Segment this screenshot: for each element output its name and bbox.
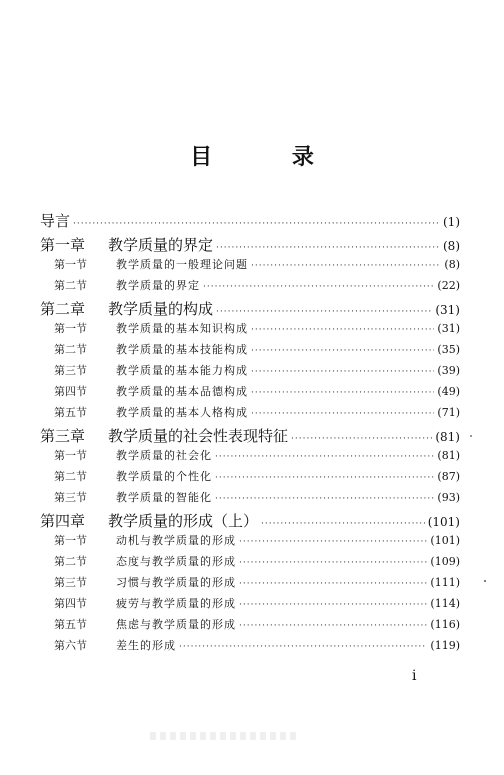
toc-intro-entry bbox=[40, 210, 460, 234]
toc-section-entry bbox=[40, 489, 460, 510]
toc-entry-page: (81) bbox=[437, 449, 460, 462]
dot-leader bbox=[216, 243, 440, 253]
toc-entry-title: 教学质量的形成（上） bbox=[108, 512, 259, 530]
dot-leader bbox=[239, 537, 427, 547]
toc-entry-number: 第四节 bbox=[54, 385, 87, 398]
toc-entry-page: (101) bbox=[430, 534, 460, 547]
toc-entry-page: (8) bbox=[444, 258, 460, 271]
toc-entry-page: (22) bbox=[437, 279, 460, 292]
dot-leader bbox=[216, 307, 432, 317]
toc-entry-page: (111) bbox=[430, 576, 460, 589]
bleed-through-text bbox=[150, 732, 300, 740]
toc-entry-title: 教学质量的基本技能构成 bbox=[116, 343, 248, 356]
toc-section-entry bbox=[40, 532, 460, 553]
toc-entry-page: (1) bbox=[443, 215, 460, 229]
toc-section-entry bbox=[40, 341, 460, 362]
toc-entry-number: 第三章 bbox=[40, 427, 86, 445]
toc-entry-page: (35) bbox=[437, 343, 460, 356]
dot-leader bbox=[179, 642, 427, 652]
toc-chapter-entry bbox=[40, 234, 460, 256]
toc-entry-title: 教学质量的界定 bbox=[108, 236, 214, 254]
toc-entry-number: 第三节 bbox=[54, 364, 87, 377]
toc-entry-number: 第五节 bbox=[54, 618, 87, 631]
toc-section-entry bbox=[40, 637, 460, 658]
toc-entry-number: 第二节 bbox=[54, 555, 87, 568]
toc-entry-title: 教学质量的基本品德构成 bbox=[116, 385, 248, 398]
dot-leader bbox=[215, 452, 434, 462]
toc-entry-title: 教学质量的社会化 bbox=[116, 449, 212, 462]
toc-entry-number: 第四章 bbox=[40, 512, 86, 530]
dot-leader bbox=[215, 473, 434, 483]
toc-entry-title: 动机与教学质量的形成 bbox=[116, 534, 236, 547]
toc-entry-title: 教学质量的智能化 bbox=[116, 491, 212, 504]
toc-entry-number: 第一节 bbox=[54, 258, 87, 271]
toc-section-entry bbox=[40, 553, 460, 574]
dot-leader bbox=[261, 519, 425, 529]
toc-entry-page: (114) bbox=[430, 597, 460, 610]
toc-entry-page: (93) bbox=[437, 491, 460, 504]
dot-leader bbox=[239, 558, 427, 568]
toc-entry-title: 教学质量的界定 bbox=[116, 279, 200, 292]
toc-entry-page: (101) bbox=[427, 515, 460, 529]
toc-entry-title: 教学质量的基本知识构成 bbox=[116, 322, 248, 335]
toc-entry-number: 第一节 bbox=[54, 449, 87, 462]
dot-leader bbox=[291, 434, 432, 444]
toc-entry-number: 第一节 bbox=[54, 534, 87, 547]
dot-leader bbox=[73, 219, 440, 229]
toc-entry-page: (49) bbox=[437, 385, 460, 398]
toc-section-entry bbox=[40, 595, 460, 616]
toc-entry-title: 教学质量的基本人格构成 bbox=[116, 406, 248, 419]
toc-section-entry bbox=[40, 447, 460, 468]
toc-entry-number: 第四节 bbox=[54, 597, 87, 610]
toc-entry-page: (71) bbox=[437, 406, 460, 419]
toc-entry-page: (116) bbox=[430, 618, 460, 631]
toc-entry-page: (31) bbox=[437, 322, 460, 335]
toc-entry-page: (31) bbox=[435, 303, 460, 317]
toc-entry-page: (109) bbox=[430, 555, 460, 568]
dot-leader bbox=[239, 621, 427, 631]
toc-entry-title: 疲劳与教学质量的形成 bbox=[116, 597, 236, 610]
dot-leader bbox=[239, 600, 427, 610]
page-title: 目 录 bbox=[190, 145, 350, 170]
page-number: i bbox=[412, 668, 417, 684]
toc-entry-title: 教学质量的社会性表现特征 bbox=[108, 427, 289, 445]
dot-leader bbox=[251, 367, 434, 377]
toc-entry-number: 第一节 bbox=[54, 322, 87, 335]
toc-entry-number: 第三节 bbox=[54, 491, 87, 504]
toc-entry-page: (81) bbox=[435, 430, 460, 444]
toc-section-entry bbox=[40, 320, 460, 341]
dot-leader bbox=[215, 494, 434, 504]
toc-entry-number: 第二节 bbox=[54, 470, 87, 483]
toc-entry-page: (39) bbox=[437, 364, 460, 377]
toc-entry-title: 教学质量的个性化 bbox=[116, 470, 212, 483]
dot-leader bbox=[251, 346, 434, 356]
toc-entry-page: (87) bbox=[437, 470, 460, 483]
print-speck bbox=[484, 580, 486, 582]
toc-section-entry bbox=[40, 256, 460, 277]
toc-entry-number: 第六节 bbox=[54, 639, 87, 652]
toc-entry-number: 第二节 bbox=[54, 279, 87, 292]
toc-section-entry bbox=[40, 574, 460, 595]
toc-chapter-entry bbox=[40, 425, 460, 447]
toc-entry-title: 差生的形成 bbox=[116, 639, 176, 652]
toc-entry-title: 导言 bbox=[40, 212, 71, 230]
toc-chapter-entry bbox=[40, 298, 460, 320]
print-speck bbox=[470, 435, 472, 437]
toc-entry-page: (8) bbox=[443, 239, 460, 253]
toc-entry-page: (119) bbox=[430, 639, 460, 652]
toc-entry-number: 第五节 bbox=[54, 406, 87, 419]
toc-section-entry bbox=[40, 468, 460, 489]
toc-section-entry bbox=[40, 616, 460, 637]
toc-entry-number: 第三节 bbox=[54, 576, 87, 589]
toc-entry-title: 教学质量的一般理论问题 bbox=[116, 258, 248, 271]
toc-entry-title: 焦虑与教学质量的形成 bbox=[116, 618, 236, 631]
toc-section-entry bbox=[40, 277, 460, 298]
toc-section-entry bbox=[40, 362, 460, 383]
toc-entry-title: 教学质量的基本能力构成 bbox=[116, 364, 248, 377]
toc-entry-title: 教学质量的构成 bbox=[108, 300, 214, 318]
toc-entry-number: 第一章 bbox=[40, 236, 86, 254]
dot-leader bbox=[251, 388, 434, 398]
dot-leader bbox=[239, 579, 427, 589]
dot-leader bbox=[251, 409, 434, 419]
toc-section-entry bbox=[40, 383, 460, 404]
toc-entry-number: 第二节 bbox=[54, 343, 87, 356]
toc-entry-title: 习惯与教学质量的形成 bbox=[116, 576, 236, 589]
toc-entry-title: 态度与教学质量的形成 bbox=[116, 555, 236, 568]
toc-chapter-entry bbox=[40, 510, 460, 532]
table-of-contents bbox=[40, 210, 460, 658]
toc-entry-number: 第二章 bbox=[40, 300, 86, 318]
dot-leader bbox=[251, 325, 434, 335]
toc-section-entry bbox=[40, 404, 460, 425]
dot-leader bbox=[203, 282, 434, 292]
dot-leader bbox=[251, 261, 441, 271]
